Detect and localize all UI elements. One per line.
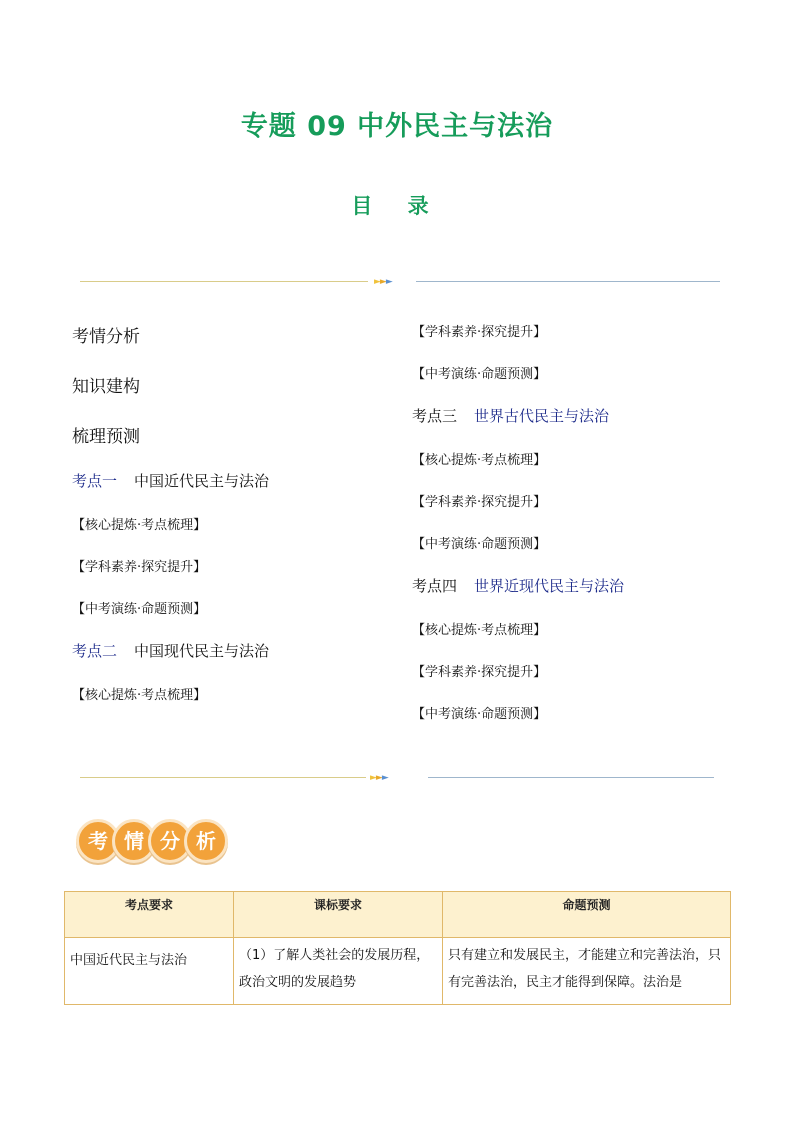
toc-link-kaodian-3[interactable]: [412, 405, 609, 426]
toc-link-sub[interactable]: 【核心提炼·考点梳理】: [72, 518, 207, 533]
column-header: 命题预测: [443, 892, 731, 938]
topic-label: 中国近代民主与法治: [134, 472, 270, 490]
toc-link-shuli[interactable]: 梳理预测: [72, 427, 140, 447]
table-cell: 只有建立和发展民主，才能建立和完善法治，只有完善法治，民主才能得到保障。法治是: [443, 938, 731, 1005]
bottom-divider: [80, 772, 714, 784]
banner-char: 析: [184, 819, 228, 863]
table-cell: 中国近代民主与法治: [65, 938, 234, 1005]
topic-label: 世界近现代民主与法治: [474, 577, 625, 595]
banner-char: 分: [148, 819, 192, 863]
toc-link-zhishi[interactable]: 知识建构: [72, 377, 140, 397]
toc-link-sub[interactable]: 【核心提炼·考点梳理】: [72, 688, 207, 703]
topic-prefix: 考点四: [412, 577, 458, 595]
toc-link-kaodian-1[interactable]: [72, 470, 269, 491]
toc-link-kaodian-2[interactable]: [72, 640, 269, 661]
arrow-icon: ►►►: [374, 277, 392, 287]
toc-link-sub[interactable]: 【核心提炼·考点梳理】: [412, 453, 547, 468]
toc-link-sub[interactable]: 【中考演练·命题预测】: [412, 707, 547, 722]
topic-label: 中国现代民主与法治: [134, 642, 270, 660]
table-cell: （1）了解人类社会的发展历程，政治文明的发展趋势: [234, 938, 443, 1005]
banner-char: 情: [112, 819, 156, 863]
toc-link-sub[interactable]: 【中考演练·命题预测】: [412, 367, 547, 382]
topic-prefix: 考点一: [72, 472, 118, 490]
arrow-icon: ►►►: [370, 773, 388, 783]
table-row: [65, 938, 731, 1005]
toc-link-sub[interactable]: 【学科素养·探究提升】: [412, 325, 547, 340]
exam-analysis-table: [64, 891, 731, 1005]
toc-link-kaodian-4[interactable]: [412, 575, 624, 596]
toc-link-sub[interactable]: 【核心提炼·考点梳理】: [412, 623, 547, 638]
toc-link-sub[interactable]: 【学科素养·探究提升】: [412, 665, 547, 680]
table-header-row: [65, 892, 731, 938]
top-divider: [80, 276, 720, 288]
document-title: 专题 09 中外民主与法治: [240, 111, 554, 142]
banner-char: 考: [76, 819, 120, 863]
topic-prefix: 考点二: [72, 642, 118, 660]
toc-link-sub[interactable]: 【学科素养·探究提升】: [72, 560, 207, 575]
toc-heading: 目 录: [351, 194, 443, 218]
column-header: 课标要求: [234, 892, 443, 938]
toc-link-sub[interactable]: 【中考演练·命题预测】: [72, 602, 207, 617]
topic-label: 世界古代民主与法治: [474, 407, 610, 425]
column-header: 考点要求: [65, 892, 234, 938]
toc-link-sub[interactable]: 【学科素养·探究提升】: [412, 495, 547, 510]
toc-link-sub[interactable]: 【中考演练·命题预测】: [412, 537, 547, 552]
toc-link-kaoqing[interactable]: 考情分析: [72, 327, 140, 347]
topic-prefix: 考点三: [412, 407, 458, 425]
